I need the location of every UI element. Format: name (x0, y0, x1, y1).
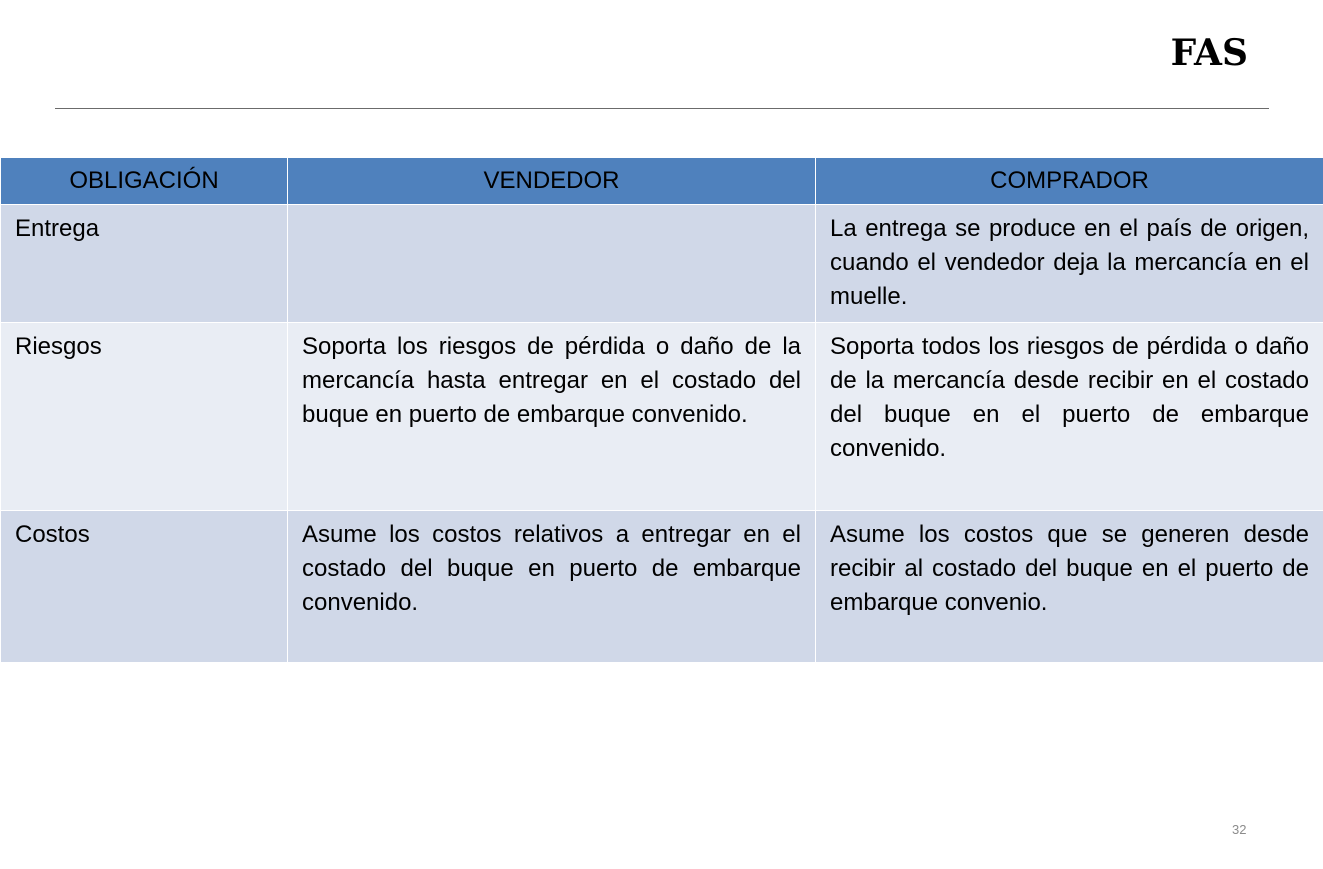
cell-vendedor (288, 205, 816, 323)
cell-comprador: La entrega se produce en el país de origen, cuando el vendedor deja la mercancía en el muelle. (816, 205, 1323, 323)
table-header-row (1, 158, 1323, 205)
table-row-riesgos (1, 323, 1323, 511)
page-number: 32 (1232, 822, 1247, 837)
title-divider (55, 108, 1269, 109)
slide-title: FAS (1170, 32, 1248, 74)
cell-vendedor: Asume los costos relativos a entregar en el costado del buque en puerto de embarque convenido. (288, 511, 816, 663)
cell-vendedor: Soporta los riesgos de pérdida o daño de la mercancía hasta entregar en el costado del buque en puerto de embarque convenido. (288, 323, 816, 511)
header-obligacion: OBLIGACIÓN (1, 158, 288, 205)
cell-comprador: Asume los costos que se generen desde recibir al costado del buque en el puerto de embarque convenio. (816, 511, 1323, 663)
cell-comprador: Soporta todos los riesgos de pérdida o daño de la mercancía desde recibir en el costado del buque en el puerto de embarque convenido. (816, 323, 1323, 511)
fas-obligations-table (0, 157, 1323, 663)
table-row-entrega (1, 205, 1323, 323)
cell-obligacion: Riesgos (1, 323, 288, 511)
header-vendedor: VENDEDOR (288, 158, 816, 205)
header-comprador: COMPRADOR (816, 158, 1323, 205)
cell-obligacion: Entrega (1, 205, 288, 323)
cell-obligacion: Costos (1, 511, 288, 663)
table-row-costos (1, 511, 1323, 663)
